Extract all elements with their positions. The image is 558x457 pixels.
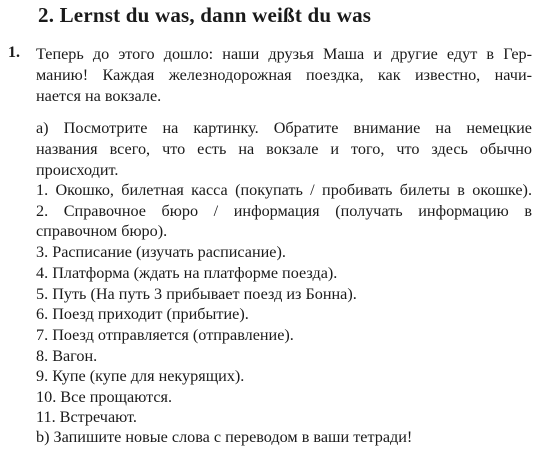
list-item-3: 3. Расписание (изучать расписание). xyxy=(36,243,286,261)
task-a-line-2: названия всего, что есть на вокзале и того, что здесь обычно xyxy=(36,140,532,158)
section-heading: 2. Lernst du was, dann weißt du was xyxy=(38,3,372,27)
intro-line-1: Теперь до этого дошло: наши друзья Маша и другие едут в Гер- xyxy=(36,45,532,63)
intro-line-3: нается на вокзале. xyxy=(36,87,162,105)
task-a-line-1: а) Посмотрите на картинку. Обратите внимание на немецкие xyxy=(36,119,532,137)
list-item-11: 11. Встречают. xyxy=(36,408,137,426)
list-item-10: 10. Все прощаются. xyxy=(36,388,173,406)
list-item-9: 9. Купе (купе для некурящих). xyxy=(36,367,245,385)
task-a-line-3: происходит. xyxy=(36,161,119,179)
list-item-4: 4. Платформа (ждать на платформе поезда). xyxy=(36,264,338,282)
list-item-2-line-2: справочном бюро). xyxy=(36,222,168,240)
exercise-number: 1. xyxy=(8,44,20,61)
list-item-6: 6. Поезд приходит (прибытие). xyxy=(36,305,249,323)
list-item-7: 7. Поезд отправляется (отправление). xyxy=(36,326,294,344)
task-b-line: b) Запишите новые слова с переводом в ваши тетради! xyxy=(36,428,413,446)
list-item-8: 8. Вагон. xyxy=(36,347,98,365)
list-item-1: 1. Окошко, билетная касса (покупать / пробивать билеты в окошке). xyxy=(36,181,532,199)
intro-line-2: манию! Каждая железнодорожная поездка, как известно, начи- xyxy=(36,66,532,84)
list-item-5: 5. Путь (На путь 3 прибывает поезд из Бонна). xyxy=(36,285,357,303)
list-item-2-line-1: 2. Справочное бюро / информация (получать информацию в xyxy=(36,202,532,220)
